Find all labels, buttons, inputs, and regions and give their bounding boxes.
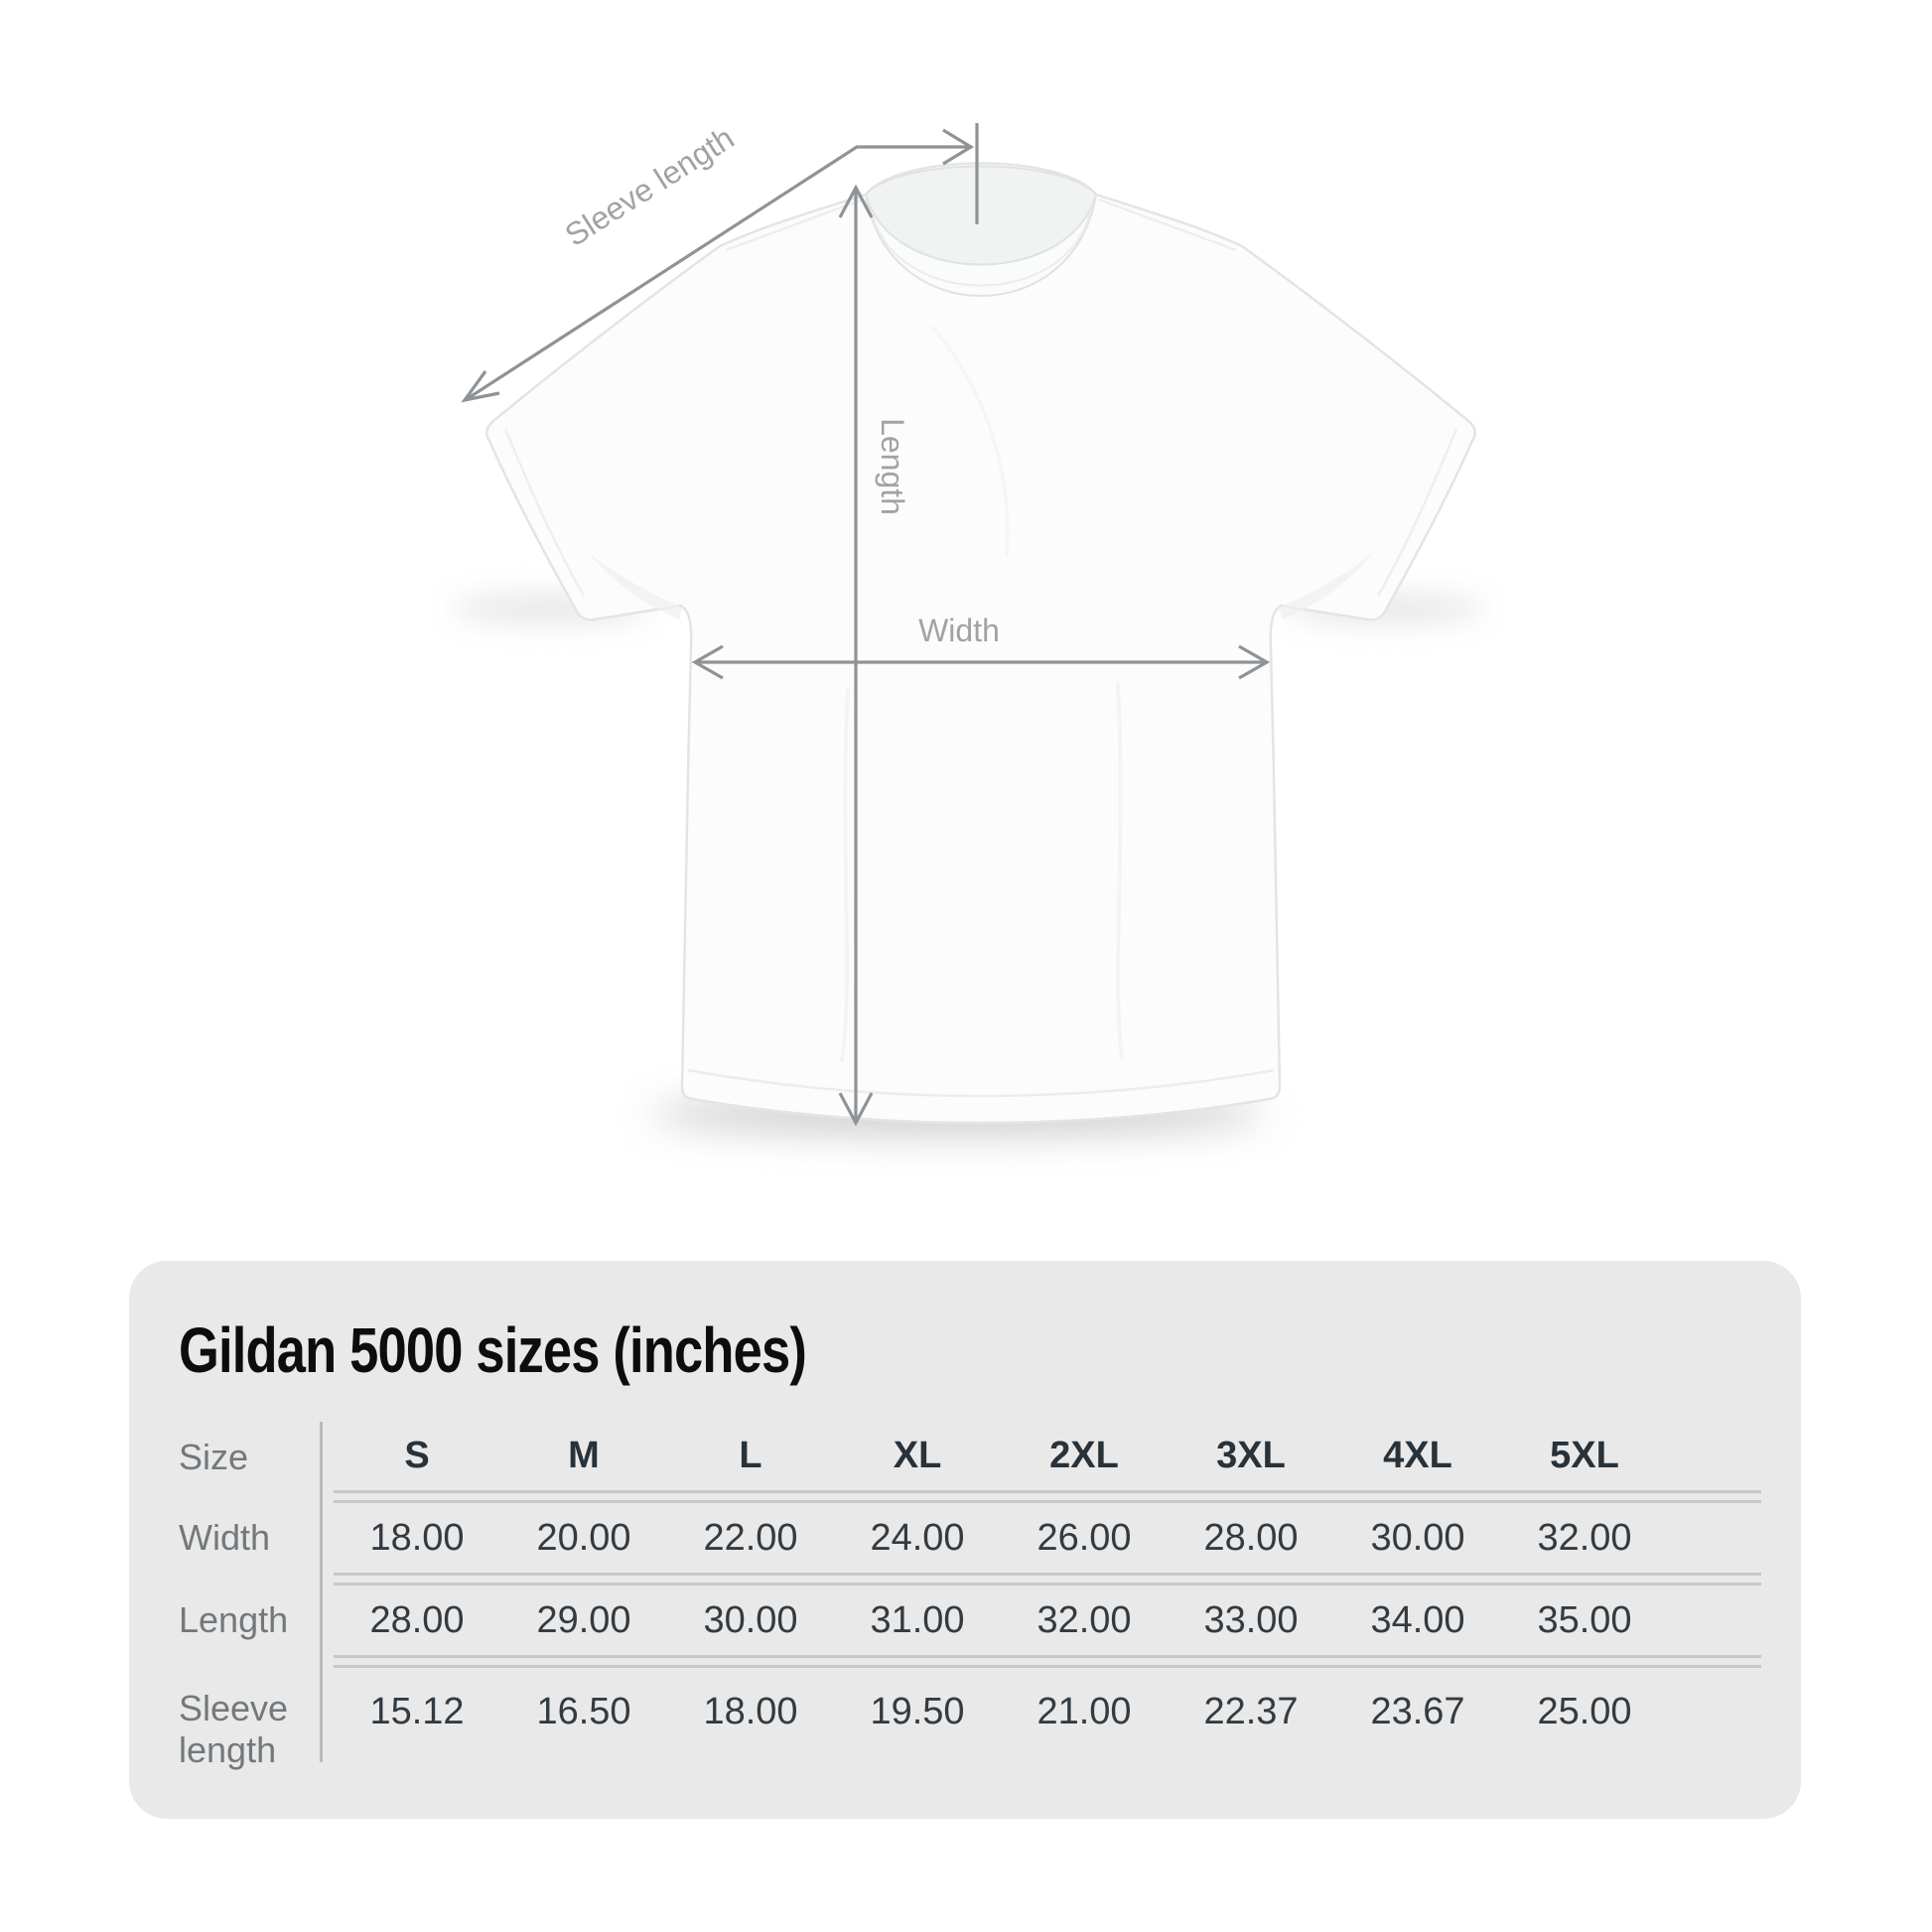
size-value-cell: 26.00	[1036, 1517, 1132, 1559]
size-value-cell: 33.00	[1203, 1599, 1299, 1641]
row-cells	[334, 1583, 1761, 1658]
size-value-cell: 22.37	[1203, 1691, 1299, 1732]
corner-label: Size	[179, 1437, 249, 1477]
size-value-cell: 32.00	[1537, 1517, 1632, 1559]
header-cells	[334, 1422, 1761, 1493]
size-value-cell: 21.00	[1036, 1691, 1132, 1732]
size-col-header: 4XL	[1383, 1435, 1452, 1476]
size-value-cell: 18.00	[703, 1691, 798, 1732]
size-value-cell: 16.50	[536, 1691, 631, 1732]
row-cells	[334, 1500, 1761, 1576]
size-col-header: XL	[893, 1435, 942, 1476]
size-col-header: 3XL	[1216, 1435, 1286, 1476]
table-row-sleeve-length	[179, 1665, 1761, 1770]
row-cells	[334, 1665, 1761, 1762]
size-value-cell: 18.00	[369, 1517, 465, 1559]
size-value-cell: 30.00	[1370, 1517, 1465, 1559]
size-value-cell: 31.00	[870, 1599, 965, 1641]
size-value-cell: 32.00	[1036, 1599, 1132, 1641]
size-value-cell: 35.00	[1537, 1599, 1632, 1641]
size-chart-panel	[129, 1261, 1801, 1819]
table-vertical-divider	[320, 1422, 323, 1762]
panel-title: Gildan 5000 sizes (inches)	[179, 1314, 807, 1386]
size-value-cell: 22.00	[703, 1517, 798, 1559]
table-header-row	[179, 1422, 1761, 1493]
size-value-cell: 29.00	[536, 1599, 631, 1641]
size-value-cell: 23.67	[1370, 1691, 1465, 1732]
table-row-length	[179, 1583, 1761, 1658]
length-label: Length	[875, 418, 910, 515]
row-label: Sleeve length	[179, 1688, 289, 1770]
row-label: Length	[179, 1599, 289, 1640]
size-value-cell: 30.00	[703, 1599, 798, 1641]
sizes-table	[179, 1422, 1761, 1770]
width-label: Width	[918, 613, 1000, 648]
size-col-header: M	[568, 1435, 600, 1476]
size-value-cell: 19.50	[870, 1691, 965, 1732]
size-value-cell: 34.00	[1370, 1599, 1465, 1641]
sleeve-length-label: Sleeve length	[558, 119, 741, 254]
size-value-cell: 20.00	[536, 1517, 631, 1559]
size-value-cell: 15.12	[369, 1691, 465, 1732]
size-value-cell: 28.00	[369, 1599, 465, 1641]
row-label: Width	[179, 1517, 271, 1558]
table-row-width	[179, 1500, 1761, 1576]
size-value-cell: 28.00	[1203, 1517, 1299, 1559]
size-col-header: 2XL	[1049, 1435, 1119, 1476]
size-col-header: 5XL	[1550, 1435, 1619, 1476]
size-col-header: L	[739, 1435, 762, 1476]
size-value-cell: 25.00	[1537, 1691, 1632, 1732]
size-col-header: S	[404, 1435, 430, 1476]
size-value-cell: 24.00	[870, 1517, 965, 1559]
